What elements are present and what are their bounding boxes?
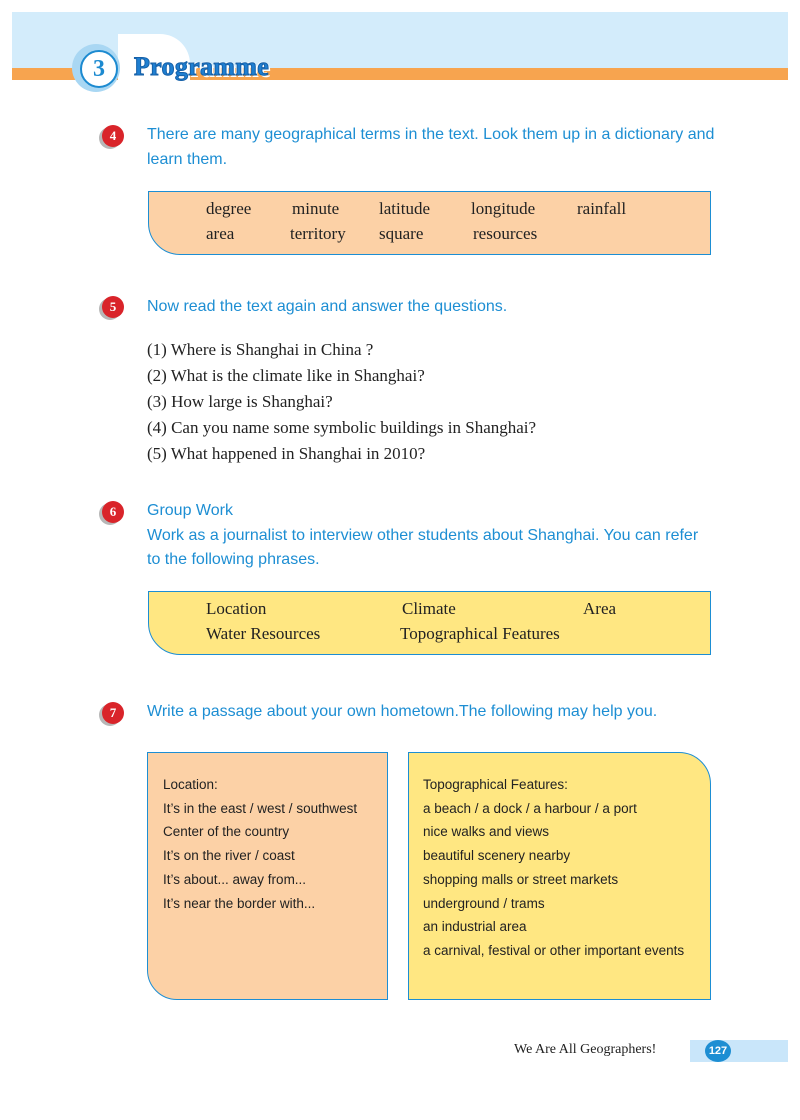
location-list [163, 773, 357, 915]
group-work-heading: Group Work [147, 502, 233, 519]
term: minute [292, 199, 340, 218]
feature-line: shopping malls or street markets [423, 871, 619, 887]
exercise-4-instruction: There are many geographical terms in the text. Look them up in a dictionary and learn them. [147, 126, 715, 168]
location-line: It’s near the border with... [163, 895, 316, 911]
location-line: It’s on the river / coast [163, 848, 295, 864]
question-item: (3) How large is Shanghai? [147, 392, 333, 411]
exercise-6-text [147, 499, 715, 573]
phrases-box [148, 591, 711, 655]
features-box [408, 752, 711, 1000]
location-line: It’s in the east / west / southwest [163, 800, 358, 816]
book-title: We Are All Geographers! [514, 1042, 657, 1057]
feature-line: a carnival, festival or other important events [423, 942, 685, 958]
feature-line: underground / trams [423, 895, 545, 911]
term: degree [206, 199, 252, 218]
page-number: 127 [705, 1040, 731, 1062]
question-item: (1) Where is Shanghai in China ? [147, 340, 374, 359]
phrase: Climate [402, 599, 456, 618]
term: square [379, 224, 424, 243]
location-line: It’s about... away from... [163, 871, 307, 887]
term: longitude [471, 199, 536, 218]
question-item: (5) What happened in Shanghai in 2010? [147, 444, 426, 463]
location-box [147, 752, 388, 1000]
exercise-7-instruction: Write a passage about your own hometown.The following may help you. [147, 703, 658, 720]
feature-line: an industrial area [423, 919, 527, 935]
feature-line: nice walks and views [423, 824, 550, 840]
term: area [206, 224, 235, 243]
phrase: Water Resources [206, 624, 321, 643]
question-item: (2) What is the climate like in Shanghai? [147, 366, 425, 385]
exercise-7-marker: 7 [102, 702, 124, 724]
question-item: (4) Can you name some symbolic buildings in Shanghai? [147, 418, 537, 437]
phrase: Location [206, 599, 267, 618]
exercise-6-instruction: Work as a journalist to interview other students about Shanghai. You can refer to the following phrases. [147, 526, 699, 568]
phrase: Area [583, 599, 617, 618]
phrase: Topographical Features [400, 624, 560, 643]
exercise-4-marker: 4 [102, 125, 124, 147]
term: resources [473, 224, 538, 243]
features-list [423, 773, 684, 963]
section-title: Programme [134, 52, 270, 81]
exercise-5-instruction: Now read the text again and answer the questions. [147, 298, 508, 315]
term: rainfall [577, 199, 627, 218]
location-heading: Location: [163, 777, 218, 792]
section-number-badge: 3 [80, 50, 118, 88]
feature-line: a beach / a dock / a harbour / a port [423, 800, 637, 816]
features-heading: Topographical Features: [423, 777, 568, 792]
term: territory [290, 224, 346, 243]
location-line: Center of the country [163, 824, 290, 840]
exercise-5-marker: 5 [102, 296, 124, 318]
terms-box [148, 191, 711, 255]
feature-line: beautiful scenery nearby [423, 848, 571, 864]
question-list [147, 337, 536, 467]
term: latitude [379, 199, 430, 218]
exercise-6-marker: 6 [102, 501, 124, 523]
